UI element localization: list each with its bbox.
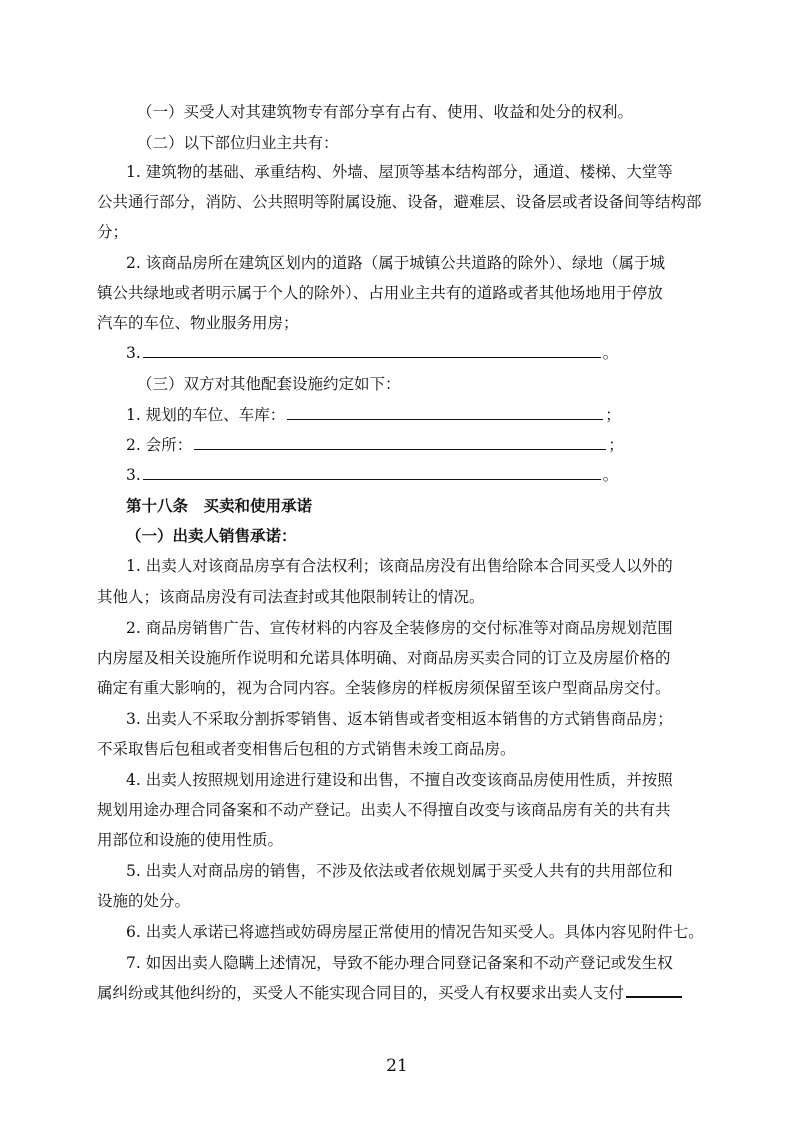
item-2-line-2: 镇公共绿地或者明示属于个人的除外）、占用业主共有的道路或者其他场地用于停放 — [97, 284, 663, 302]
page-number: 21 — [386, 1056, 408, 1076]
period-mark: 。 — [602, 466, 619, 484]
promise-5-line-1: 5. 出卖人对商品房的销售，不涉及依法或者依规划属于买受人共有的共用部位和 — [126, 862, 673, 880]
other-facility-fill-in-blank[interactable] — [143, 461, 601, 480]
promise-2-line-3: 确定有重大影响的，视为合同内容。全装修房的样板房须保留至该户型商品房交付。 — [97, 679, 671, 697]
promise-7-line-1: 7. 如因出卖人隐瞒上述情况，导致不能办理合同登记备案和不动产登记或发生权 — [126, 954, 673, 972]
promise-5-line-2: 设施的处分。 — [97, 892, 191, 910]
clause-2-heading: （二）以下部位归业主共有： — [137, 134, 339, 152]
item-1-line-1: 1. 建筑物的基础、承重结构、外墙、屋顶等基本结构部分，通道、楼梯、大堂等 — [126, 163, 673, 181]
promise-4-line-3: 用部位和设施的使用性质。 — [97, 831, 284, 849]
promise-3-line-2: 不采取售后包租或者变相售后包租的方式销售未竣工商品房。 — [97, 740, 516, 758]
other-facility-blank-line — [126, 460, 726, 490]
promise-3-line-1: 3. 出卖人不采取分割拆零销售、返本销售或者变相返本销售的方式销售商品房； — [126, 710, 673, 728]
promise-7-line-2 — [97, 978, 697, 1008]
item-2-line-1: 2. 该商品房所在建筑区划内的道路（属于城镇公共道路的除外）、绿地（属于城 — [126, 254, 665, 272]
other-facility-label: 3. — [126, 466, 141, 484]
promise-2-line-2: 内房屋及相关设施所作说明和允诺具体明确、对商品房买卖合同的订立及房屋价格的 — [97, 649, 671, 667]
item-3-blank-line — [126, 338, 726, 368]
clause-3-heading: （三）双方对其他配套设施约定如下： — [137, 375, 401, 393]
article-18-heading: 第十八条 买卖和使用承诺 — [126, 497, 313, 515]
penalty-fill-in-blank[interactable] — [626, 978, 682, 998]
item-1-line-2: 公共通行部分，消防、公共照明等附属设施、设备，避难层、设备层或者设备间等结构部 — [97, 193, 702, 211]
item-3-label: 3. — [126, 344, 141, 362]
parking-fill-in-blank[interactable] — [287, 401, 603, 420]
clubhouse-fill-in-blank[interactable] — [194, 431, 606, 450]
parking-blank-line — [126, 400, 726, 430]
semicolon-mark: ； — [608, 436, 624, 454]
clause-1-line: （一）买受人对其建筑物专有部分享有占有、使用、收益和处分的权利。 — [137, 103, 634, 121]
seller-promise-heading: （一）出卖人销售承诺： — [126, 527, 297, 545]
clubhouse-label: 2. 会所： — [126, 436, 193, 454]
item-2-line-3: 汽车的车位、物业服务用房； — [97, 314, 299, 332]
promise-6-line: 6. 出卖人承诺已将遮挡或妨碍房屋正常使用的情况告知买受人。具体内容见附件七。 — [126, 923, 704, 941]
parking-label: 1. 规划的车位、车库： — [126, 406, 286, 424]
promise-4-line-2: 规划用途办理合同备案和不动产登记。出卖人不得擅自改变与该商品房有关的共有共 — [97, 801, 671, 819]
promise-7-text: 属纠纷或其他纠纷的，买受人不能实现合同目的，买受人有权要求出卖人支付 — [97, 984, 625, 1002]
semicolon-mark: ； — [605, 406, 621, 424]
promise-2-line-1: 2. 商品房销售广告、宣传材料的内容及全装修房的交付标准等对商品房规划范围 — [126, 619, 673, 637]
item-1-line-3: 分； — [97, 223, 129, 241]
promise-1-line-1: 1. 出卖人对该商品房享有合法权利；该商品房没有出售给除本合同买受人以外的 — [126, 557, 673, 575]
promise-4-line-1: 4. 出卖人按照规划用途进行建设和出售，不擅自改变该商品房使用性质，并按照 — [126, 771, 673, 789]
period-mark: 。 — [602, 344, 619, 362]
clubhouse-blank-line — [126, 430, 726, 460]
fill-in-blank[interactable] — [143, 339, 601, 358]
promise-1-line-2: 其他人；该商品房没有司法查封或其他限制转让的情况。 — [97, 588, 485, 606]
